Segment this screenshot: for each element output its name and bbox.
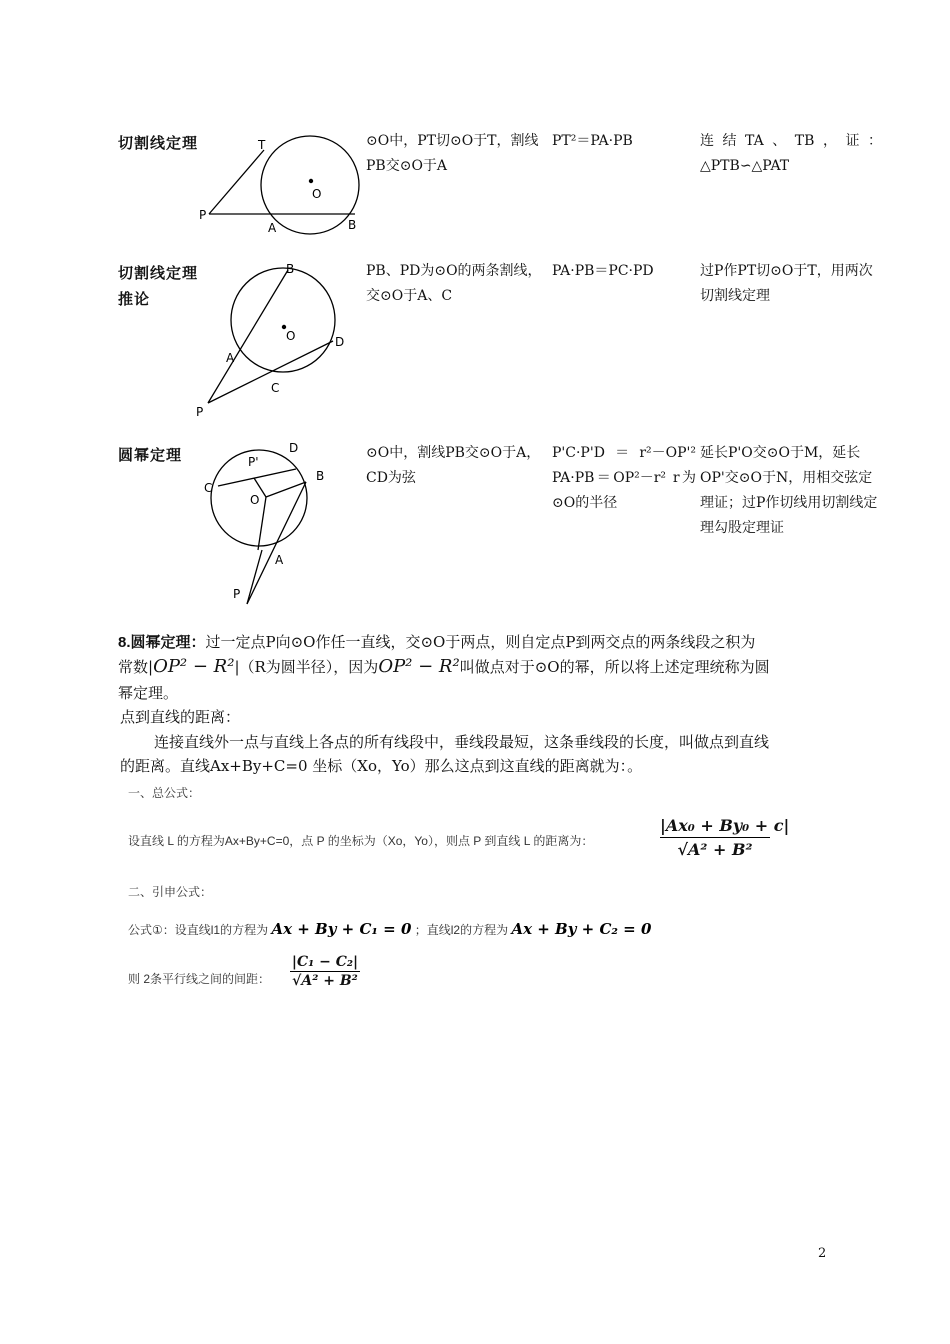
theorem-desc-2: PB、PD为⊙O的两条割线，交⊙O于A、C bbox=[366, 263, 542, 304]
general-formula-title: 一、总公式： bbox=[128, 786, 201, 800]
label-a: A bbox=[226, 351, 235, 365]
distance-para2: 的距离。直线Ax+By+C=0 坐标（Xo，Yo）那么这点到这直线的距离就为：。 bbox=[120, 757, 643, 775]
label-o: O bbox=[250, 493, 260, 507]
label-o: O bbox=[286, 329, 296, 343]
label-b: B bbox=[286, 262, 295, 276]
theorem-proof-1: 连结TA、TB，证：△PTB∽△PAT bbox=[700, 133, 882, 174]
distance-title: 点到直线的距离： bbox=[120, 708, 241, 726]
distance-numerator: |Ax₀ + By₀ + c| bbox=[660, 816, 770, 838]
label-a: A bbox=[268, 221, 277, 235]
label-p: P bbox=[233, 587, 241, 601]
secant-corollary-diagram bbox=[193, 258, 363, 423]
label-p: P bbox=[199, 208, 207, 222]
label-o: O bbox=[312, 187, 322, 201]
label-d: D bbox=[289, 441, 299, 455]
parallel-numerator: |C₁ − C₂| bbox=[291, 954, 359, 970]
secant-tangent-diagram bbox=[195, 128, 365, 238]
label-t: T bbox=[258, 138, 266, 152]
label-d: D bbox=[335, 335, 345, 349]
section-8-text2a: 常数| bbox=[118, 658, 154, 676]
label-a: A bbox=[275, 553, 284, 567]
theorem-name-1: 切割线定理 bbox=[118, 134, 199, 152]
formula-2-text: 则 2条平行线之间的间距： bbox=[128, 972, 271, 986]
theorem-desc-1: ⊙O中，PT切⊙O于T，割线PB交⊙O于A bbox=[366, 133, 539, 174]
formula-1-text-a: 公式①：设直线l1的方程为 bbox=[128, 923, 269, 937]
section-8-text1: 过一定点P向⊙O作任一直线，交⊙O于两点，则自定点P到两交点的两条线段之积为 bbox=[205, 633, 756, 651]
theorem-desc-3: ⊙O中，割线PB交⊙O于A，CD为弦 bbox=[366, 445, 541, 486]
section-8-text3: 幂定理。 bbox=[118, 684, 179, 702]
label-c: C bbox=[271, 381, 280, 395]
label-b: B bbox=[316, 469, 325, 483]
power-expression-2: OP² − R² bbox=[378, 656, 460, 677]
theorem-proof-3: 延长P'O交⊙O于M，延长OP'交⊙O于N，用相交弦定理证；过P作切线用切割线定理勾股定理证 bbox=[700, 445, 878, 536]
parallel-distance-fraction bbox=[290, 954, 360, 989]
formula-1-line bbox=[128, 920, 651, 938]
power-of-point-diagram bbox=[200, 438, 360, 608]
label-b: B bbox=[348, 218, 357, 232]
section-8-line2 bbox=[118, 655, 848, 679]
label-c: C bbox=[204, 481, 213, 495]
theorem-name-2: 切割线定理推论 bbox=[118, 264, 199, 308]
line-1-equation: Ax + By + C₁ = 0 bbox=[271, 920, 412, 938]
extended-formula-title: 二、引申公式： bbox=[128, 885, 213, 899]
power-expression-1: OP² − R² bbox=[153, 656, 235, 677]
line-2-equation: Ax + By + C₂ = 0 bbox=[511, 920, 652, 938]
theorem-formula-3: P'C·P'D＝r²－OP'² PA·PB＝OP²－r² r为⊙O的半径 bbox=[552, 445, 696, 511]
theorem-formula-2: PA·PB＝PC·PD bbox=[552, 263, 654, 279]
section-8-text2c: 叫做点对于⊙O的幂，所以将上述定理统称为圆 bbox=[459, 658, 770, 676]
theorem-proof-2: 过P作PT切⊙O于T，用两次切割线定理 bbox=[700, 263, 873, 304]
formula-1-text-b: ；直线l2的方程为 bbox=[414, 923, 509, 937]
theorem-formula-1: PT²＝PA·PB bbox=[552, 133, 633, 149]
section-8-text2b: |（R为圆半径），因为 bbox=[234, 658, 379, 676]
theorem-name-3: 圆幂定理 bbox=[118, 446, 183, 464]
general-formula-text: 设直线 L 的方程为Ax+By+C=0，点 P 的坐标为（Xo，Yo），则点 P 到直线 L 的距离为： bbox=[128, 834, 594, 848]
label-p: P bbox=[196, 405, 204, 419]
page-number: 2 bbox=[818, 1246, 827, 1261]
distance-denominator: √A² + B² bbox=[677, 840, 753, 859]
parallel-denominator: √A² + B² bbox=[292, 973, 358, 989]
section-8-heading: 8.圆幂定理： bbox=[118, 634, 206, 651]
label-p-prime: P' bbox=[248, 455, 259, 469]
distance-para1: 连接直线外一点与直线上各点的所有线段中，垂线段最短，这条垂线段的长度，叫做点到直线 bbox=[154, 733, 770, 751]
section-8-line1 bbox=[118, 630, 838, 655]
distance-fraction bbox=[660, 816, 790, 859]
